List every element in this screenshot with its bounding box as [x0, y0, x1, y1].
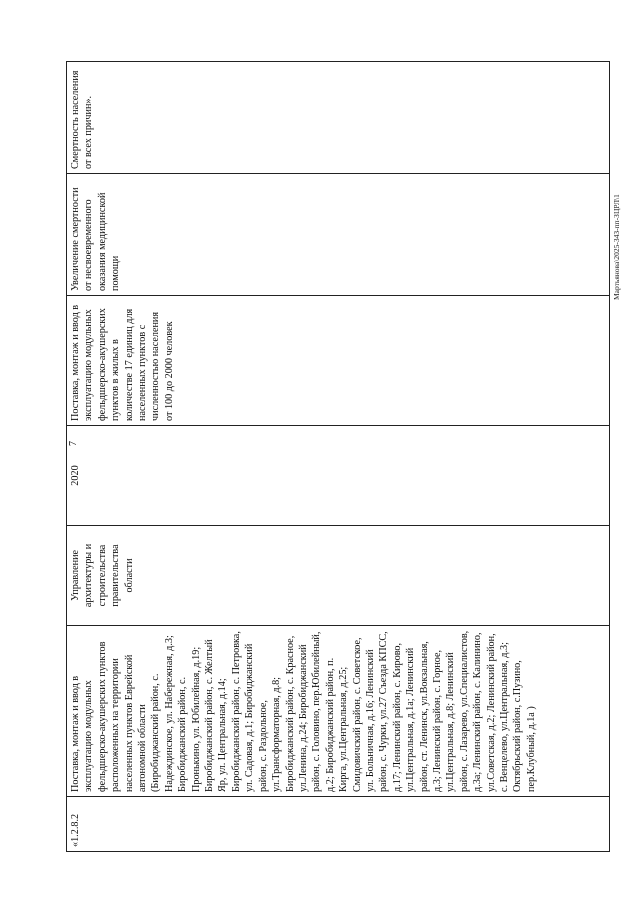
cell-executor: Управление архитектуры и строительства правительства области: [67, 526, 610, 626]
table-row: [67, 62, 610, 852]
cell-consequences: Увеличение смертности от несвоевременного оказания медицинской помощи: [67, 174, 610, 296]
cell-measure-name: Поставка, монтаж и ввод в эксплуатацию модульных фельдшерско-акушерских пунктов расположенных на территории населенных пунктов Еврейской автономной области (Биробиджанский район, с. Надеждинское, ул. Набережная, д.3; Биробиджанский район, с. Пронькино, ул. Юбилейная, д.19; Биробиджанский район, с. Желтый Яр, ул. Центральная, д.14; Биробиджанский район, с. Петровка, ул. Садовая, д.1; Биробиджанский район, с. Раздольное, ул.Трансформаторная, д.8; Биробиджанский район, с. Красное, ул.Ленина, д.24; Биробиджанский район, с. Головино, пер.Юбилейный, д.2; Биробиджанский район, п. Кирга, ул.Центральная, д.25; Смидовичский район, с. Советское, ул. Больничная, д.16; Ленинский район, с. Чурки, ул.27 Съезда КПСС, д.17; Ленинский район, с. Кирово, ул.Центральная, д.1а; Ленинский район, ст. Ленинск, ул.Вокзальная, д.3; Ленинский район, с. Горное, ул.Центральная, д.8; Ленинский район, с. Лазарево, ул.Специалистов, д.3а; Ленинский район, с. Калинино, ул.Советская, д.2; Ленинский район, с. Венцелево, ул.Центральная, д.3; Октябрьский район, с.Пузино, пер.Клубный, д.1а ): [67, 626, 610, 797]
cell-year: 2020: [67, 426, 610, 526]
program-table: [66, 61, 610, 852]
cell-indicator: Смертность населения от всех причин».: [67, 62, 610, 174]
page-number: 7: [68, 441, 79, 446]
cell-number: «1.2.8.2: [67, 797, 610, 852]
footer-file-stamp: Мартьянова\2025-343-пп-ЗЦРЛ\1: [612, 194, 621, 300]
rotated-table-sheet: [66, 62, 610, 852]
cell-expected-result: Поставка, монтаж и ввод в эксплуатацию модульных фельдшерско-акушерских пунктов в жилых в количестве 17 единиц для населенных пунктов с численностью населения от 100 до 2000 человек: [67, 296, 610, 426]
